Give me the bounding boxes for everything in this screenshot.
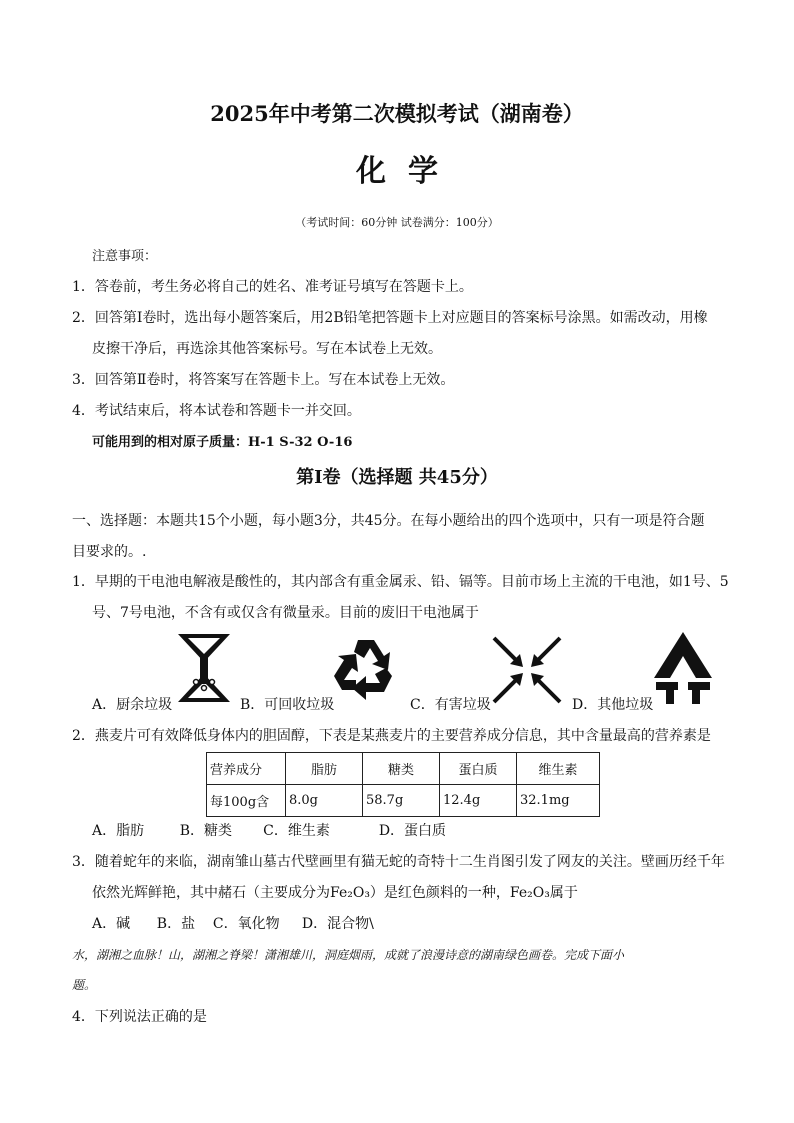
section-intro-1: 一、选择题：本题共15个小题，每小题3分，共45分。在每小题给出的四个选项中，只有一项是符合题 xyxy=(72,513,705,529)
notes-heading: 注意事项： xyxy=(92,249,158,264)
atomic-mass-line: 可能用到的相对原子质量：H-1 S-32 O-16 xyxy=(92,435,353,450)
section-intro-2: 目要求的。. xyxy=(72,544,147,560)
q1-option-a: A．厨余垃圾 xyxy=(92,697,173,713)
subject-title: 化学 xyxy=(356,154,460,189)
note-item-2-cont: 皮擦干净后，再选涂其他答案标号。写在本试卷上无效。 xyxy=(92,341,442,357)
q3-stem-2: 依然光辉鲜艳，其中赭石（主要成分为Fe₂O₃）是红色颜料的一种，Fe₂O₃属于 xyxy=(92,885,578,901)
table-row xyxy=(207,785,600,817)
q2-stem: 2．燕麦片可有效降低身体内的胆固醇，下表是某燕麦片的主要营养成分信息，其中含量最高的营养素是 xyxy=(72,728,711,744)
q1-option-d: D．其他垃圾 xyxy=(572,697,654,713)
table-cell: 58.7g xyxy=(363,785,440,817)
q1-stem-2: 号、7号电池，不含有或仅含有微量汞。目前的废旧干电池属于 xyxy=(92,605,479,621)
kitchen-waste-icon xyxy=(176,632,232,704)
table-cell: 8.0g xyxy=(286,785,363,817)
page-title: 2025年中考第二次模拟考试（湖南卷） xyxy=(210,101,584,126)
q3-stem-1: 3．随着蛇年的来临，湖南雏山墓古代壁画里有猫无蛇的奇特十二生肖图引发了网友的关注。壁画历经千年 xyxy=(72,854,725,870)
q2-options: A．脂肪 B．糖类 C．维生素 D．蛋白质 xyxy=(92,823,447,839)
q1-option-c: C．有害垃圾 xyxy=(410,697,491,713)
table-header-cell: 脂肪 xyxy=(286,753,363,785)
table-cell: 12.4g xyxy=(440,785,517,817)
hazardous-waste-icon xyxy=(490,634,564,706)
exam-info: （考试时间：60分钟 试卷满分：100分） xyxy=(295,216,499,229)
recycle-icon xyxy=(332,634,400,700)
passage-line-2: 题。 xyxy=(72,978,97,992)
table-header-row xyxy=(207,753,600,785)
note-item-4: 4．考试结束后，将本试卷和答题卡一并交回。 xyxy=(72,403,361,419)
nutrition-table xyxy=(206,752,600,817)
note-item-1: 1．答卷前，考生务必将自己的姓名、准考证号填写在答题卡上。 xyxy=(72,279,473,295)
note-item-3: 3．回答第Ⅱ卷时，将答案写在答题卡上。写在本试卷上无效。 xyxy=(72,372,455,388)
passage-line-1: 水，湖湘之血脉！山，湖湘之脊梁！潇湘雄川，洞庭烟雨，成就了浪漫诗意的湖南绿色画卷。完成下面小 xyxy=(72,948,625,962)
other-waste-icon xyxy=(652,630,714,706)
q1-stem-1: 1．早期的干电池电解液是酸性的，其内部含有重金属汞、铅、镉等。目前市场上主流的干电池，如1号、5 xyxy=(72,574,729,590)
q1-option-b: B．可回收垃圾 xyxy=(240,697,335,713)
table-header-cell: 蛋白质 xyxy=(440,753,517,785)
note-item-2: 2．回答第Ⅰ卷时，选出每小题答案后，用2B铅笔把答题卡上对应题目的答案标号涂黑。如需改动，用橡 xyxy=(72,310,708,326)
section-title: 第Ⅰ卷（选择题 共45分） xyxy=(296,467,498,488)
q4-stem: 4．下列说法正确的是 xyxy=(72,1009,207,1025)
table-header-cell: 营养成分 xyxy=(207,753,286,785)
table-cell: 每100g含 xyxy=(207,785,286,817)
table-header-cell: 糖类 xyxy=(363,753,440,785)
table-cell: 32.1mg xyxy=(517,785,600,817)
q3-options: A．碱 B．盐 C．氧化物 D．混合物\ xyxy=(92,916,374,932)
table-header-cell: 维生素 xyxy=(517,753,600,785)
